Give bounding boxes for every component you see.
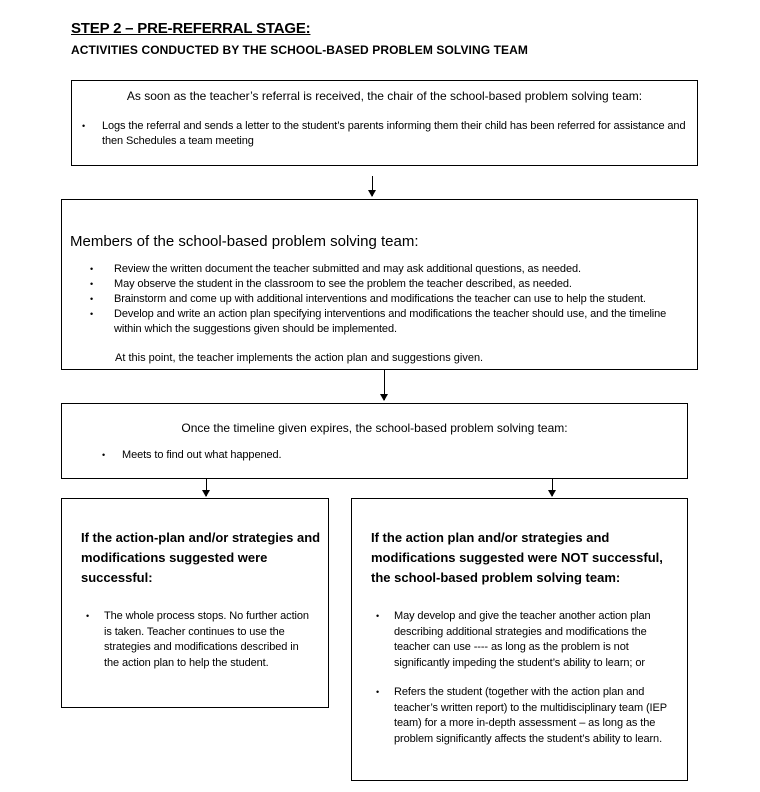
- page-title: STEP 2 – PRE-REFERRAL STAGE:: [71, 20, 311, 37]
- bullet-icon: •: [90, 309, 94, 319]
- implementation-note: At this point, the teacher implements the action plan and suggestions given.: [115, 352, 484, 364]
- list-item: • Logs the referral and sends a letter to the student’s parents informing them their child has been referred for assistance and then Schedules a team meeting: [82, 120, 686, 147]
- bullet-icon: •: [376, 611, 380, 621]
- team-members-list: [88, 262, 678, 337]
- down-arrow-icon: [372, 176, 373, 196]
- list-item: • May develop and give the teacher another action plan describing additional strategies and modifications the teacher can use ---- as long as the problem is not significantly impeding the student’s ability to learn; or: [376, 610, 651, 669]
- bullet-icon: •: [90, 294, 94, 304]
- page-subtitle: ACTIVITIES CONDUCTED BY THE SCHOOL-BASED PROBLEM SOLVING TEAM: [71, 43, 529, 57]
- bullet-icon: •: [102, 450, 106, 460]
- list-item: • The whole process stops. No further action is taken. Teacher continues to use the strategies and modifications described in the action plan to help the student.: [86, 610, 309, 669]
- bullet-icon: •: [86, 611, 90, 621]
- timeline-expires-box: [61, 403, 688, 479]
- team-members-box: [61, 199, 698, 370]
- bullet-icon: •: [90, 279, 94, 289]
- list-item: • May observe the student in the classroom to see the problem the teacher described, as needed.: [90, 278, 572, 290]
- unsuccessful-outcome-box: [351, 498, 688, 781]
- successful-outcome-heading: If the action-plan and/or strategies and modifications suggested were successful:: [81, 530, 321, 585]
- down-arrow-icon: [206, 479, 207, 496]
- down-arrow-icon: [552, 479, 553, 496]
- referral-received-list: [80, 119, 686, 149]
- timeline-expires-list: [100, 448, 281, 463]
- timeline-expires-lead: Once the timeline given expires, the school-based problem solving team:: [181, 421, 568, 435]
- down-arrow-icon: [384, 370, 385, 400]
- team-members-lead: Members of the school-based problem solving team:: [70, 233, 419, 250]
- bullet-icon: •: [376, 687, 380, 697]
- successful-outcome-list: [84, 609, 316, 671]
- list-item: • Develop and write an action plan specifying interventions and modifications the teacher should use, and the timeline within which the suggestions given should be implemented.: [90, 308, 667, 335]
- unsuccessful-outcome-list: [374, 609, 674, 747]
- referral-received-lead: As soon as the teacher’s referral is received, the chair of the school-based problem solving team:: [126, 89, 643, 103]
- list-item: • Refers the student (together with the action plan and teacher’s written report) to the multidisciplinary team (IEP team) for a more in-depth assessment – as long as the problem significantly affects the student’s ability to learn.: [376, 686, 667, 745]
- list-item: • Brainstorm and come up with additional interventions and modifications the teacher can use to help the student.: [90, 293, 646, 305]
- bullet-icon: •: [90, 264, 94, 274]
- unsuccessful-outcome-heading: If the action plan and/or strategies and modifications suggested were NOT successful, the school-based problem solving team:: [371, 530, 663, 585]
- referral-received-box: [71, 80, 698, 166]
- list-item: • Meets to find out what happened.: [102, 449, 282, 461]
- successful-outcome-box: [61, 498, 329, 708]
- bullet-icon: •: [82, 121, 86, 131]
- list-item: • Review the written document the teacher submitted and may ask additional questions, as needed.: [90, 263, 581, 275]
